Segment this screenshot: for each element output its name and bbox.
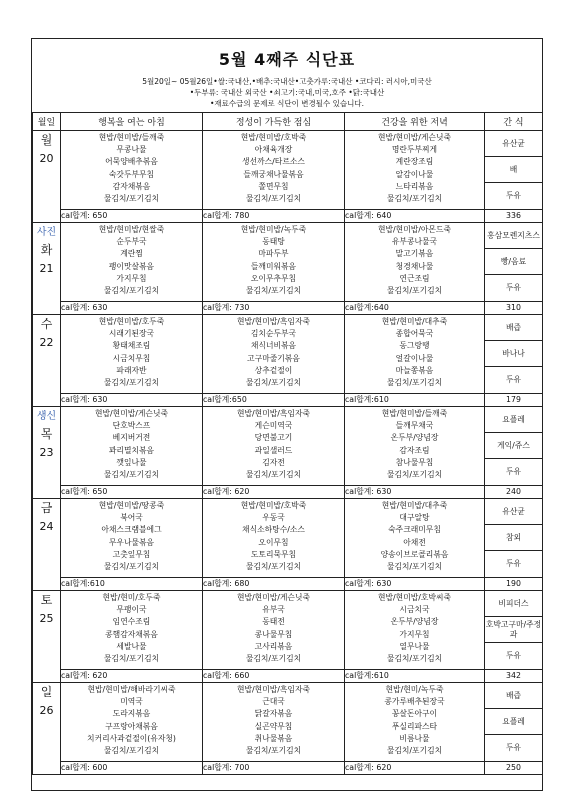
menu-item: 참나물무침 — [395, 457, 434, 467]
menu-item: 동태전 — [262, 617, 285, 627]
menu-item: 무우나물볶음 — [108, 537, 155, 547]
day-row — [33, 499, 543, 578]
menu-item: 단호박스프 — [112, 421, 151, 431]
menu-item: 꽁살돈아구이 — [391, 709, 438, 719]
snack-item: 배즙 — [485, 315, 542, 341]
day-cell — [33, 499, 61, 591]
snack-item: 두유 — [505, 191, 522, 200]
menu-item: 김자전 — [262, 457, 285, 467]
menu-item: 아채육개장 — [254, 145, 293, 155]
menu-item: 고사리볶음 — [254, 641, 293, 651]
menu-item: 물김치/포기김치 — [386, 562, 443, 572]
snack-cell — [485, 683, 543, 762]
snack-item: 배 — [485, 157, 542, 183]
snack-item: 두유 — [505, 375, 522, 384]
menu-item: 들깨궁채나물볶음 — [243, 169, 304, 179]
snack-cell — [485, 499, 543, 578]
calorie-total: cal합계: 620 — [61, 670, 203, 683]
menu-item: 물김치/포기김치 — [245, 654, 302, 664]
info-line: •두부류: 국내산 외국산 •쇠고기:국내,미국,호주 •닭:국내산 — [189, 88, 385, 97]
snack-cell — [485, 223, 543, 302]
snack-item: 참외 — [485, 525, 542, 551]
menu-item: 현밥/현미밥/게슨닛죽 — [377, 133, 452, 142]
menu-item: 현밥/현미/녹두죽 — [385, 685, 444, 694]
menu-item: 닭갈자볶음 — [254, 709, 293, 719]
breakfast-cell — [61, 315, 203, 394]
menu-item: 감자채볶음 — [112, 181, 151, 191]
snack-calorie: 240 — [485, 486, 543, 499]
menu-item: 아채스크램블에그 — [101, 525, 162, 535]
menu-item: 현밥/현미밥/게슨닛죽 — [236, 593, 311, 602]
menu-item: 현밥/현미밥/대추죽 — [381, 501, 448, 510]
menu-item: 파래자반 — [116, 365, 147, 375]
menu-item: 명란두부찌게 — [391, 145, 438, 155]
menu-item: 비름나물 — [399, 733, 430, 743]
menu-item: 황태채조림 — [112, 341, 151, 351]
menu-item: 현밥/현미밥/들깨죽 — [98, 133, 165, 142]
snack-cell — [485, 315, 543, 394]
menu-item: 물김치/포기김치 — [103, 286, 160, 296]
snack-cell — [485, 591, 543, 670]
snack-item: 바나나 — [485, 341, 542, 367]
day-name: 목 — [40, 427, 53, 441]
menu-item: 고구마줄기볶음 — [247, 353, 300, 363]
menu-item: 물김치/포기김치 — [103, 654, 160, 664]
menu-item: 동그랑땡 — [399, 341, 430, 351]
day-cell — [33, 315, 61, 407]
menu-item: 물김치/포기김치 — [386, 746, 443, 756]
menu-item: 미역국 — [120, 697, 143, 707]
menu-item: 채식소하탕수/소스 — [242, 525, 305, 535]
day-cell — [33, 683, 61, 775]
calorie-row — [33, 486, 543, 499]
lunch-cell — [203, 407, 345, 486]
info-line: •재료수급의 문제로 식단이 변경될수 있습니다. — [210, 99, 364, 108]
calorie-total: cal합계: 630 — [345, 486, 485, 499]
calorie-total: cal합계: 780 — [203, 210, 345, 223]
day-cell — [33, 407, 61, 499]
menu-item: 종합어묵국 — [395, 329, 434, 339]
snack-item: 게익/쥬스 — [485, 433, 542, 459]
menu-item: 물김치/포기김치 — [386, 654, 443, 664]
menu-item: 계란찜 — [120, 249, 143, 259]
calorie-row — [33, 394, 543, 407]
menu-item: 유부콩나물국 — [391, 237, 438, 247]
calorie-total: cal합계: 700 — [203, 762, 345, 775]
day-row — [33, 407, 543, 486]
menu-item: 숙주크래미무침 — [388, 525, 441, 535]
calorie-total: cal합계:650 — [203, 394, 345, 407]
snack-item: 호박고구마/주정과 — [485, 617, 542, 643]
dinner-cell — [345, 591, 485, 670]
menu-item: 계란장조림 — [395, 157, 434, 167]
menu-item: 물김치/포기김치 — [245, 746, 302, 756]
menu-item: 물김치/포기김치 — [103, 746, 160, 756]
menu-item: 현밥/현미밥/호박씨죽 — [377, 593, 452, 602]
menu-item: 구프랑아채볶음 — [105, 721, 158, 731]
header — [32, 39, 542, 112]
calorie-total: cal합계:610 — [345, 670, 485, 683]
menu-item: 현밥/현미밥/땅콩죽 — [98, 501, 165, 510]
menu-item: 치커리사과겉절이(유자청) — [87, 733, 176, 743]
day-number: 20 — [39, 152, 54, 165]
menu-item: 베지버거전 — [112, 433, 151, 443]
menu-item: 임연수조림 — [112, 617, 151, 627]
snack-calorie: 179 — [485, 394, 543, 407]
menu-item: 시금치무침 — [112, 353, 151, 363]
col-header-date: 월일 — [33, 113, 61, 131]
menu-item: 무콩나물 — [116, 145, 147, 155]
menu-item: 열무나물 — [399, 641, 430, 651]
menu-item: 순두부국 — [116, 237, 147, 247]
day-row — [33, 315, 543, 394]
day-note: 사진 — [36, 227, 57, 238]
menu-item: 아채전 — [403, 537, 426, 547]
menu-item: 물김치/포기김치 — [103, 194, 160, 204]
menu-item: 물김치/포기김치 — [103, 470, 160, 480]
menu-item: 과일샐러드 — [254, 445, 293, 455]
menu-item: 물김치/포기김치 — [386, 194, 443, 204]
menu-item: 가지무침 — [399, 629, 430, 639]
calorie-row — [33, 670, 543, 683]
menu-item: 현밥/현미밥/흑임자죽 — [236, 685, 311, 694]
day-name: 수 — [40, 317, 53, 331]
menu-item: 세발나물 — [116, 641, 147, 651]
day-row — [33, 683, 543, 762]
menu-item: 상추겉절이 — [254, 365, 293, 375]
menu-item: 꽈리멸치볶음 — [108, 445, 155, 455]
menu-item: 현밥/현미밥/호박죽 — [240, 133, 307, 142]
menu-item: 현밥/현미밥/녹두죽 — [240, 225, 307, 234]
menu-item: 무팽이국 — [116, 605, 147, 615]
calorie-total: cal합계: 630 — [61, 302, 203, 315]
menu-item: 말고기볶음 — [395, 249, 434, 259]
snack-item: 두유 — [505, 651, 522, 660]
breakfast-cell — [61, 499, 203, 578]
calorie-total: cal합계:640 — [345, 302, 485, 315]
lunch-cell — [203, 315, 345, 394]
col-header-dinner: 건강을 위한 저녁 — [345, 113, 485, 131]
day-number: 25 — [39, 612, 54, 625]
snack-item: 배즙 — [485, 683, 542, 709]
day-row — [33, 131, 543, 210]
menu-item: 당면불고기 — [254, 433, 293, 443]
menu-item: 시래기된장국 — [108, 329, 155, 339]
snack-item: 빵/음료 — [485, 249, 542, 275]
menu-item: 고춧잎무침 — [112, 549, 151, 559]
lunch-cell — [203, 223, 345, 302]
breakfast-cell — [61, 683, 203, 762]
snack-cell — [485, 407, 543, 486]
menu-item: 현밥/현미밥/호박죽 — [240, 501, 307, 510]
dinner-cell — [345, 223, 485, 302]
calorie-total: cal합계: 680 — [203, 578, 345, 591]
menu-item: 가지무침 — [116, 273, 147, 283]
menu-item: 물김치/포기김치 — [245, 378, 302, 388]
breakfast-cell — [61, 591, 203, 670]
menu-item: 게슨미역국 — [254, 421, 293, 431]
calorie-row — [33, 578, 543, 591]
calorie-row — [33, 210, 543, 223]
day-row — [33, 591, 543, 670]
calorie-total: cal합계: 630 — [61, 394, 203, 407]
calorie-total: cal합계: 650 — [61, 486, 203, 499]
menu-item: 콩나물무침 — [254, 629, 293, 639]
col-header-lunch: 정성이 가득한 점심 — [203, 113, 345, 131]
menu-item: 물김치/포기김치 — [103, 378, 160, 388]
menu-item: 김치순두부국 — [250, 329, 297, 339]
menu-item: 청경채나물 — [395, 261, 434, 271]
menu-item: 얼갈이나물 — [395, 353, 434, 363]
menu-item: 대구알탕 — [399, 513, 430, 523]
day-number: 24 — [39, 520, 54, 533]
menu-item: 깻잎나물 — [116, 457, 147, 467]
snack-item: 비피더스 — [485, 591, 542, 617]
day-name: 토 — [40, 593, 53, 607]
breakfast-cell — [61, 407, 203, 486]
menu-item: 현밥/현미밥/흑임자죽 — [236, 409, 311, 418]
snack-item: 요플레 — [485, 407, 542, 433]
menu-item: 콩햄감자채볶음 — [105, 629, 158, 639]
header-row — [33, 113, 543, 131]
menu-item: 현밥/현미밥/들깨죽 — [381, 409, 448, 418]
menu-item: 유부국 — [262, 605, 285, 615]
snack-calorie: 190 — [485, 578, 543, 591]
menu-item: 도라지볶음 — [112, 709, 151, 719]
day-number: 21 — [39, 262, 54, 275]
day-name: 일 — [40, 685, 53, 699]
menu-item: 현밥/현미밥/현쌀죽 — [98, 225, 165, 234]
calorie-total: cal합계: 730 — [203, 302, 345, 315]
day-name: 금 — [40, 501, 53, 515]
menu-item: 현밥/현미밥/호두죽 — [98, 317, 165, 326]
menu-item: 마파두부 — [258, 249, 289, 259]
menu-item: 알감이나물 — [395, 169, 434, 179]
snack-calorie: 342 — [485, 670, 543, 683]
calorie-total: cal합계: 600 — [61, 762, 203, 775]
day-cell — [33, 223, 61, 315]
day-number: 22 — [39, 336, 54, 349]
snack-item: 유산균 — [485, 499, 542, 525]
day-number: 26 — [39, 704, 54, 717]
menu-item: 현밥/현미밥/게슨닛죽 — [94, 409, 169, 418]
menu-item: 현밥/현미밥/아몬드죽 — [377, 225, 452, 234]
menu-item: 어묵양배추볶음 — [105, 157, 158, 167]
menu-item: 온두부/양념장 — [390, 433, 439, 443]
snack-calorie: 250 — [485, 762, 543, 775]
menu-table — [32, 112, 543, 775]
menu-item: 물김치/포기김치 — [386, 378, 443, 388]
dinner-cell — [345, 499, 485, 578]
info-line: 5월20일~ 05월26일•쌀:국내산,•배추:국내산•고춧가루:국내산 •코다리: 러시아,미국산 — [142, 77, 432, 86]
menu-item: 물김치/포기김치 — [103, 562, 160, 572]
calorie-row — [33, 762, 543, 775]
breakfast-cell — [61, 223, 203, 302]
calorie-total: cal합계: 620 — [345, 762, 485, 775]
col-header-snack: 간 식 — [485, 113, 543, 131]
calorie-total: cal합계: 640 — [345, 210, 485, 223]
menu-item: 물김치/포기김치 — [386, 286, 443, 296]
day-row — [33, 223, 543, 302]
calorie-total: cal합계: 620 — [203, 486, 345, 499]
day-name: 화 — [40, 243, 53, 257]
menu-item: 물김치/포기김치 — [245, 470, 302, 480]
dinner-cell — [345, 683, 485, 762]
snack-item: 두유 — [505, 467, 522, 476]
menu-item: 오이무침 — [258, 537, 289, 547]
menu-item: 감자조림 — [399, 445, 430, 455]
menu-item: 시금치국 — [399, 605, 430, 615]
menu-item: 팽이맛살볶음 — [108, 261, 155, 271]
lunch-cell — [203, 591, 345, 670]
calorie-row — [33, 302, 543, 315]
snack-cell — [485, 131, 543, 210]
dinner-cell — [345, 131, 485, 210]
menu-item: 숙갓두부무침 — [108, 169, 155, 179]
breakfast-cell — [61, 131, 203, 210]
lunch-cell — [203, 683, 345, 762]
snack-calorie: 310 — [485, 302, 543, 315]
menu-item: 채식너비볶음 — [250, 341, 297, 351]
lunch-cell — [203, 131, 345, 210]
menu-item: 쫄면무침 — [258, 181, 289, 191]
day-note: 생신 — [36, 411, 57, 422]
menu-item: 현밥/현미밥/해바라기씨죽 — [87, 685, 176, 694]
menu-item: 물김치/포기김치 — [245, 562, 302, 572]
menu-item: 현밥/현미밥/대추죽 — [381, 317, 448, 326]
menu-item: 물김치/포기김치 — [245, 286, 302, 296]
menu-item: 들깨무채국 — [395, 421, 434, 431]
calorie-total: cal합계: 660 — [203, 670, 345, 683]
calorie-total: cal합계: 650 — [61, 210, 203, 223]
menu-item: 온두부/양념장 — [390, 617, 439, 627]
menu-item: 마늘쫑볶음 — [395, 365, 434, 375]
dinner-cell — [345, 407, 485, 486]
menu-item: 근대국 — [262, 697, 285, 707]
menu-item: 연근조림 — [399, 273, 430, 283]
menu-item: 현밥/현미/호두죽 — [102, 593, 161, 602]
lunch-cell — [203, 499, 345, 578]
menu-item: 느타리볶음 — [395, 181, 434, 191]
snack-item: 홍삼모렌지츠스 — [485, 223, 542, 249]
menu-item: 들깨미워볶음 — [250, 261, 297, 271]
menu-item: 콩가루배추된장국 — [384, 697, 445, 707]
page-title: 5월 4째주 식단표 — [218, 50, 356, 69]
snack-item: 두유 — [505, 743, 522, 752]
calorie-total: cal합계:610 — [61, 578, 203, 591]
menu-item: 취나물볶음 — [254, 733, 293, 743]
menu-frame — [31, 38, 543, 791]
day-cell — [33, 131, 61, 223]
col-header-breakfast: 행복을 여는 아침 — [61, 113, 203, 131]
snack-item: 두유 — [505, 559, 522, 568]
menu-item: 실곤약무침 — [254, 721, 293, 731]
menu-item: 동태탕 — [262, 237, 285, 247]
snack-item: 유산균 — [485, 131, 542, 157]
day-name: 월 — [40, 133, 53, 147]
dinner-cell — [345, 315, 485, 394]
menu-item: 물김치/포기김치 — [245, 194, 302, 204]
menu-item: 북어국 — [120, 513, 143, 523]
menu-item: 양송이브로콜리볶음 — [380, 549, 449, 559]
menu-item: 생선까스/타르소스 — [242, 157, 305, 167]
menu-item: 현밥/현미밥/흑임자죽 — [236, 317, 311, 326]
snack-calorie: 336 — [485, 210, 543, 223]
snack-item: 두유 — [505, 283, 522, 292]
calorie-total: cal합계: 630 — [345, 578, 485, 591]
menu-item: 우동국 — [262, 513, 285, 523]
menu-item: 오이무추무침 — [250, 273, 297, 283]
day-number: 23 — [39, 446, 54, 459]
menu-item: 푸실리파스타 — [391, 721, 438, 731]
day-cell — [33, 591, 61, 683]
calorie-total: cal합계:610 — [345, 394, 485, 407]
menu-item: 도토리묵무침 — [250, 549, 297, 559]
menu-item: 물김치/포기김치 — [386, 470, 443, 480]
snack-item: 요플레 — [485, 709, 542, 735]
